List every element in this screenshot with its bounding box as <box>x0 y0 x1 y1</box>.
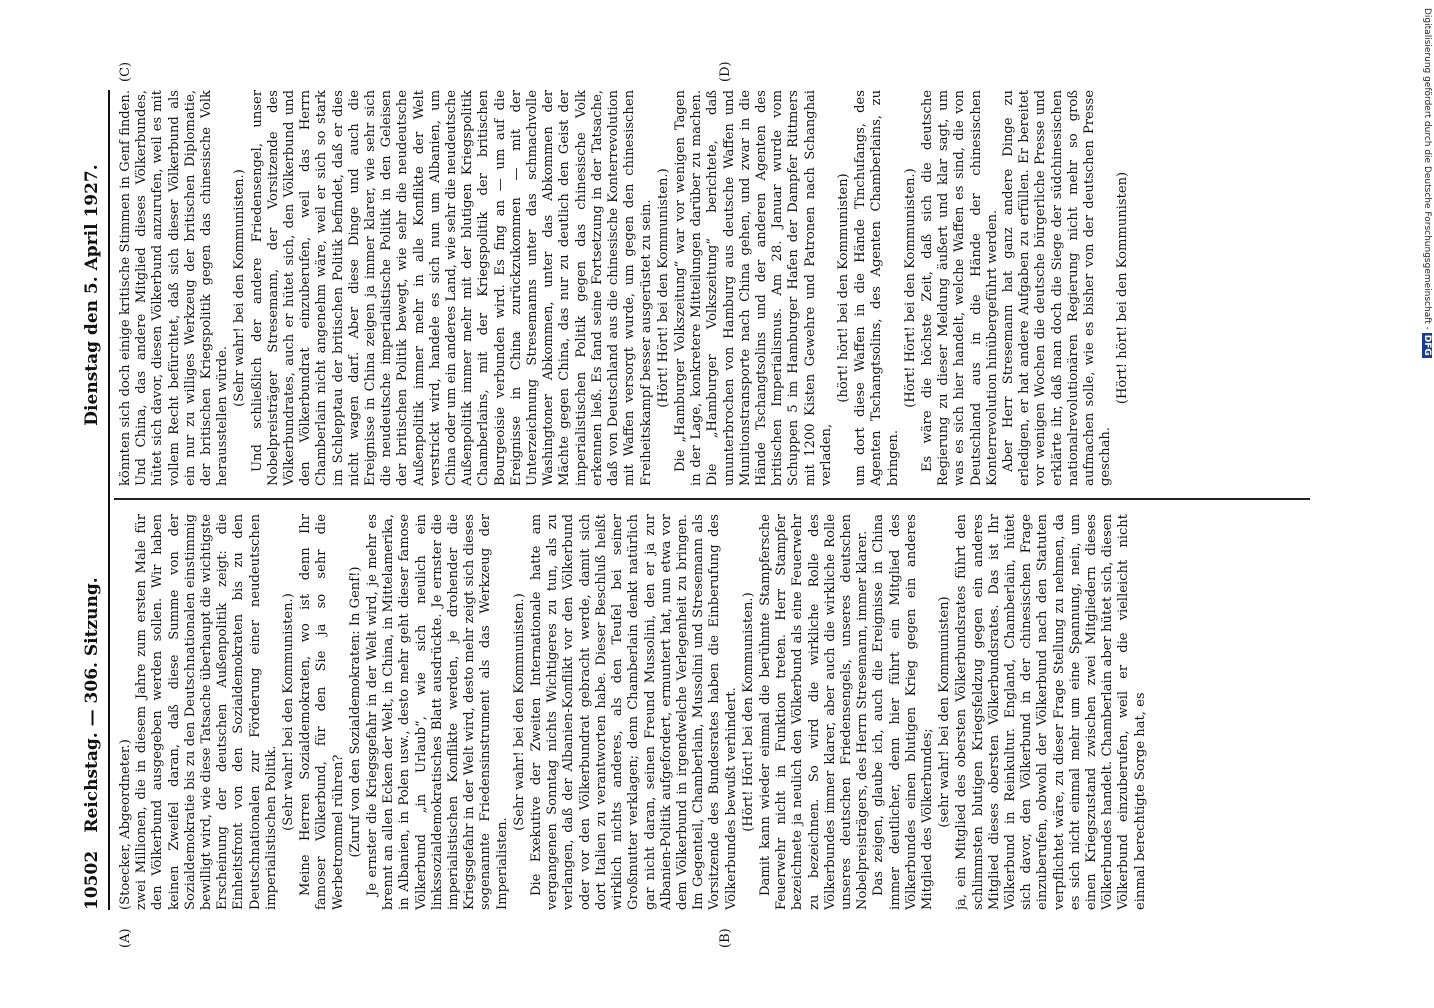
interjection: (Hört! Hört! bei den Kommunisten.) <box>655 168 671 408</box>
interjection: (hört! hört! bei den Kommunisten) <box>835 173 851 403</box>
paragraph: Je ernster die Kriegsgefahr in der Welt wird, je mehr es brennt an allen Ecken der Welt, in China, in Mittelamerika, in Albanien, in Polen usw., desto mehr geht dieser famose Völkerbund „in Urlaub“, wie sich neulich ein linkssozialdemokratisches Blatt ausdrückte. Je ernster die imperialistischen Konflikte werden, je drohender die Kriegsgefahr in der Welt wird, desto mehr zeigt sich dieses sogenannte Friedensinstrument als das Werkzeug der Imperialisten. <box>365 514 510 910</box>
margin-marker-d: (D) <box>718 61 733 82</box>
column-divider <box>114 499 1310 501</box>
interjection: (Hört! Hört! bei den Kommunisten.) <box>740 592 756 832</box>
interjection: (Zuruf von den Sozialdemokraten: In Genf!) <box>347 566 363 858</box>
text-column-left <box>118 514 1308 910</box>
paragraph: Die Exekutive der Zweiten Internationale hatte am vergangenen Sonntag nichts Wichtigeres zu tun, als zu verlangen, daß der Albanien-Konflikt vor den Völkerbund oder vor den Völkerbundrat gebracht werde, damit sich dort Italien zu verantworten habe. Dieser Beschluß heißt wirklich nichts anderes, als den Teufel bei seiner Großmutter verklagen; denn Chamberlain denkt natürlich gar nicht daran, seinen Freund Mussolini, den er ja zur Albanien-Politik aufgefordert, ermuntert hat, nun etwa vor dem Völkerbund in irgendwelche Verlegenheit zu bringen. Im Gegenteil, Chamberlain, Mussolini und Stresemann als Vorsitzende des Bundesrates haben die Einberufung des Völkerbundes bewußt verhindert. <box>529 514 739 910</box>
text-column-right <box>118 90 1308 486</box>
margin-marker-b: (B) <box>718 928 733 948</box>
paragraph: Meine Herren Sozialdemokraten, wo ist denn Ihr famoser Völkerbund, für den Sie ja so sehr die Werbetrommel rühren? <box>298 514 346 910</box>
page-number: 10502 <box>82 850 102 910</box>
dfg-logo: DFG <box>1422 334 1432 356</box>
interjection: (sehr wahr! bei den Kommunisten) <box>937 596 953 828</box>
page-header <box>78 90 110 910</box>
credit-text: Digitalisierung gefördert durch die Deutsche Forschungsgemeinschaft - <box>1422 8 1432 330</box>
paragraph: zwei Millionen, die in diesem Jahre zum ersten Male für den Völkerbund ausgegeben werden sollen. Wir haben keinen Zweifel daran, daß diese Summe von der Sozialdemokratie bis zu den Deutschnationalen einstimmig bewilligt wird, wie diese Tatsache überhaupt die wichtigste Erscheinung der deutschen Außenpolitik zeigt: die Einheitsfront von den Sozialdemokraten bis zu den Deutschnationalen zur Förderung einer neudeutschen imperialistischen Politik. <box>134 514 279 910</box>
paragraph: um dort diese Waffen in die Hände Tinchufangs, des Agenten Tschangtsolins, des Agenten Chamberlains, zu bringen. <box>853 90 901 486</box>
paragraph: könnten sich doch einige kritische Stimmen in Genf finden. Und China, das andere Mitglied dieses Völkerbundes, hütet sich davor, diesen Völkerbund anzurufen, weil es mit vollem Recht befürchtet, daß sich dieser Völkerbund als ein nur zu williges Werkzeug der britischen Diplomatie, der britischen Kriegspolitik gegen das chinesische Volk herausstellen würde. <box>118 90 231 486</box>
paragraph: Damit kann wieder einmal die berühmte Stampfersche Feuerwehr nicht in Funktion treten. Herr Stampfer bezeichnete ja neulich den Völkerbund als eine Feuerwehr zu bezeichnen. So wird die wirkliche Rolle des Völkerbundes immer klarer, aber auch die wirkliche Rolle unseres deutschen Friedensengels, unseres deutschen Nobelpreisträgers, des Herrn Stresemann, immer klarer. <box>757 514 871 910</box>
interjection: (Sehr wahr! bei den Kommunisten.) <box>232 169 248 407</box>
paragraph: (Stoecker, Abgeordneter.) <box>118 739 133 910</box>
margin-marker-a: (A) <box>118 928 133 948</box>
digitization-credit <box>1420 8 1434 1008</box>
page-title: Reichstag. — 306. Sitzung. <box>82 577 102 833</box>
paragraph: ja, ein Mitglied des obersten Völkerbundsrates führt den schlimmsten blutigen Kriegsfeldzug gegen ein anderes Mitglied dieses obersten Völkerbundsrates. Das ist Ihr Völkerbund in Reinkultur. England, Chamberlain, hütet sich davor, den Völkerbund in der chinesischen Frage einzuberufen, obwohl der Völkerbund nach den Statuten verpflichtet wäre, zu dieser Frage Stellung zu nehmen, da es sich nicht einmal mehr um eine Spannung, nein, um einen Kriegszustand zwischen zwei Mitgliedern dieses Völkerbundes handelt. Chamberlain aber hütet sich, diesen Völkerbund einzuberufen, weil er die vielleicht nicht einmal berechtigte Sorge hat, es <box>954 514 1148 910</box>
interjection: (Hört! Hört! bei den Kommunisten.) <box>902 168 918 408</box>
margin-marker-c: (C) <box>118 61 133 82</box>
paragraph: Das zeigen, glaube ich, auch die Ereignisse in China immer deutlicher, denn hier führt ein Mitglied des Völkerbundes einen blutigen Krieg gegen ein anderes Mitglied des Völkerbundes; <box>871 514 935 910</box>
paragraph: Es wäre die höchste Zeit, daß sich die deutsche Regierung zu dieser Meldung äußert und klar sagt, um was es sich hier handelt, welche Waffen es sind, die von Deutschland aus in die Hände der chinesischen Konterrevolution hinübergeführt werden. <box>919 90 1000 486</box>
paragraph: Und schließlich der andere Friedensengel, unser Nobelpreisträger Stresemann, der Vorsitzende des Völkerbundrates, auch er hütet sich, den Völkerbund und den Völkerbundrat einzuberufen, weil das Herrn Chamberlain nicht angenehm wäre, weil er sich so stark im Schlepptau der britischen Politik befindet, daß er dies nicht wagen darf. Aber diese Dinge und auch die Ereignisse in China zeigen ja immer klarer, wie sehr sich die neudeutsche imperialistische Politik in den Geleisen der britischen Politik bewegt, wie sehr die neudeutsche Außenpolitik immer mehr in alle Konflikte der Welt verstrickt wird, handele es sich nun um Albanien, um China oder um ein anderes Land, wie sehr die neudeutsche Außenpolitik immer mehr mit der blutigen Kriegspolitik Chamberlains, mit der Kriegspolitik der britischen Bourgeoisie verbunden wird. Es fing an — um auf die Ereignisse in China zurückzukommen — mit der Unterzeichnung Stresemanns unter das schmachvolle Washingtoner Abkommen, unter das Abkommen der Mächte gegen China, das nur zu deutlich den Geist der imperialistischen Politik gegen das chinesische Volk erkennen ließ. Es fand seine Fortsetzung in der Tatsache, daß von Deutschland aus die chinesische Konterrevolution mit Waffen versorgt wurde, um gegen den chinesischen Freiheitskampf besser ausgerüstet zu sein. <box>249 90 654 486</box>
interjection: (Sehr wahr! bei den Kommunisten.) <box>281 593 297 831</box>
interjection: (Sehr wahr! bei den Kommunisten.) <box>511 593 527 831</box>
session-date: Dienstag den 5. April 1927. <box>82 164 102 426</box>
paragraph: Die „Hamburger Volkszeitung“ war vor wenigen Tagen in der Lage, konkretere Mitteilungen darüber zu machen. Die „Hamburger Volkszeitung“ berichtete, daß ununterbrochen von Hamburg aus deutsche Waffen und Munitionstransporte nach China gehen, und zwar in die Hände Tschangtsolins und der anderen Agenten des britischen Imperialismus. Am 28. Januar wurde vom Schuppen 5 im Hamburger Hafen der Dampfer Rittmers mit 1200 Kisten Gewehre und Patronen nach Schanghai verladen, <box>672 90 834 486</box>
interjection: (Hört! hört! bei den Kommunisten) <box>1115 171 1131 405</box>
digitization-credit-strip <box>1420 0 1434 1000</box>
document-page <box>78 61 1314 948</box>
paragraph: Aber Herr Stresemann hat ganz andere Dinge zu erledigen, er hat andere Aufgaben zu erfüllen. Er bereitet vor wenigen Wochen die deutsche bürgerliche Presse und erklärte ihr, daß man doch die Siege der südchinesischen nationalrevolutionären Regierung nicht mehr so groß aufmachen solle, wie es bisher von der deutschen Presse geschah. <box>1000 90 1114 486</box>
